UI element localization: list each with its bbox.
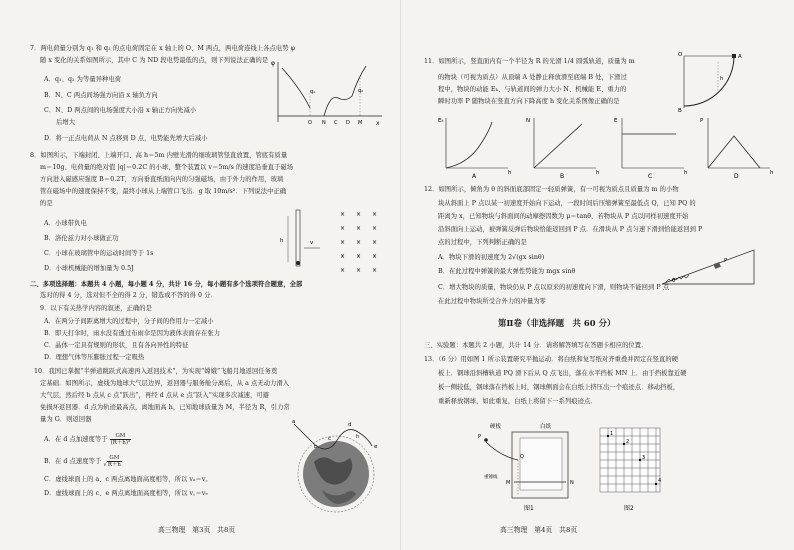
q12-line: 沿斜面向上运动，被弹簧反弹后物块恰能返回到 P 点．在滑块从 P 点匀速下滑到恰能返回到 P: [438, 226, 703, 233]
q8-line: 方向进入磁感应强度 B＝0.2T，方向垂直纸面向内的匀强磁场，由于外力的作用，玻璃: [40, 176, 284, 183]
q8-label-h: h: [280, 238, 284, 244]
svg-text:C: C: [648, 173, 653, 180]
q8-option-c: C．小球在玻璃管中的运动时间等于 1s: [44, 250, 154, 257]
q10-line: 10．我国已掌握“半弹道跳跃式高速再入返回技术”，为实现“嫦娥”飞船月地返回任务奠: [34, 368, 278, 375]
q8-option-d: D．小球机械能的增加量为 0.5J: [44, 265, 134, 272]
page-3: [30, 0, 392, 550]
q7-option-c: C．N、D 两点间的电场强度大小沿 x 轴正方向先减小: [44, 107, 197, 114]
q13-fig2-point-2: 2: [626, 439, 630, 445]
svg-text:×: ×: [372, 239, 378, 246]
section-3-heading: 三、实验题：本题共 2 小题，共计 14 分．请将解答填写在答题卡相应的位置．: [424, 342, 648, 349]
q7-potential-graph: [270, 58, 386, 130]
q9-option-d: D．理想气体等压膨胀过程一定吸热: [44, 354, 145, 361]
svg-text:h: h: [770, 170, 774, 176]
q8-option-a: A．小球带负电: [44, 220, 87, 227]
q12-option-c: C．增大物块的质量，物块仍从 P 点以原来的初速度向下滑，则物块不能回到 P 点: [438, 284, 670, 291]
q12-option-extra: 在此过程中物块所受合外力的冲量为零: [438, 298, 546, 305]
svg-text:×: ×: [372, 267, 378, 274]
q7-axis-x: x: [376, 120, 380, 127]
svg-text:h: h: [596, 170, 600, 176]
svg-text:h: h: [508, 170, 512, 176]
q13-label-board: 硬板: [490, 424, 502, 430]
q12-line: 12．如图所示，倾角为 θ 的斜面底部固定一轻质弹簧，有一可视为质点且质量为 m 的小物: [424, 186, 679, 193]
q13-fig2-caption: 图2: [624, 505, 634, 512]
svg-text:×: ×: [340, 267, 346, 274]
q13-fig1-caption: 图1: [524, 505, 534, 512]
svg-text:D: D: [734, 173, 739, 180]
svg-text:×: ×: [356, 239, 362, 246]
q12-label-theta: θ: [672, 278, 676, 284]
q13-label-q: Q: [520, 454, 524, 460]
q7-label-q2: q₂: [358, 88, 364, 94]
footer-page-4: 高三物理 第4页 共8页: [500, 526, 578, 534]
q10-label-e: e: [374, 444, 378, 450]
svg-text:×: ×: [356, 225, 362, 232]
q7-label-o: O: [308, 120, 312, 126]
page-4: [410, 0, 778, 550]
q8-line: 的是: [40, 200, 53, 207]
q13-fig2-point-4: 4: [658, 478, 662, 484]
svg-text:×: ×: [372, 253, 378, 260]
q11-label-a: A: [738, 54, 742, 60]
svg-text:×: ×: [340, 225, 346, 232]
section-2-line: 二、多项选择题：本题共 4 小题，每小题 4 分，共计 16 分，每小题有多个选项符合题意，全部: [30, 281, 303, 288]
q11-graph-d: [700, 114, 776, 178]
q10-option-d: D．虚线球面上的 c、e 两点离地面高度相等，所以 v꜀＝vₑ: [44, 490, 208, 497]
q8-figure: [278, 208, 390, 274]
svg-text:A: A: [472, 173, 477, 180]
q10-line: 定基础．如图所示，虚线为地球大气层边界，返回器与服务舱分离后，从 a 点无动力滑入: [40, 380, 290, 387]
q12-line: 距离为 x，已知物块与斜面间的动摩擦因数为 μ＝tanθ，若物块从 P 点以同样初速度开始: [438, 213, 689, 220]
q12-line: 点的过程中，下列判断正确的是: [438, 239, 527, 246]
q9-option-b: B．即天打伞时，雨水没有透过布雨伞是因为液体表面存在张力: [44, 330, 221, 337]
svg-text:×: ×: [340, 253, 346, 260]
q7-option-a: A．q₁、q₂ 为等量异种电荷: [44, 76, 122, 83]
page-divider: [400, 0, 401, 550]
q7-label-n: N: [322, 120, 326, 126]
q11-label-b: B: [678, 108, 682, 114]
q9-line: 9．以下有关热学内容的叙述，正确的是: [40, 305, 152, 312]
q11-line: 11．如图所示，竖直面内有一个半径为 R 的光滑 1/4 圆弧轨道，质量为 m: [424, 58, 635, 65]
q11-label-h: h: [720, 76, 724, 82]
q11-line: 的物块（可视为质点）从顶端 A 处静止释放滑至底端 B 处，下滑过: [438, 74, 627, 81]
q10-earth-figure: [292, 418, 384, 518]
q11-graph-b: [526, 114, 602, 178]
q13-label-paper: 白纸: [540, 424, 552, 430]
q13-line: 重新释放钢球，如此重复，白纸上将留下一系列痕迹点．: [438, 398, 597, 405]
q7-label-q1: q₁: [310, 89, 316, 95]
part-2-title: 第Ⅱ卷（非选择题 共 60 分）: [498, 318, 616, 328]
svg-text:×: ×: [340, 211, 346, 218]
q8-line: 8．如图所示，下端封闭、上端开口、高 h＝5m 内壁光滑的细玻璃管竖直放置，管底有质量: [30, 152, 288, 159]
q13-label-m: M: [506, 480, 511, 486]
q12-option-a: A．物块下滑的初速度为 2√(gx sinθ): [438, 254, 545, 261]
q7-label-c: C: [334, 120, 338, 126]
svg-text:×: ×: [356, 211, 362, 218]
q8-label-v: v: [310, 240, 314, 246]
q7-option-b: B．N、C 两点间场强方向沿 x 轴负方向: [44, 92, 158, 99]
svg-text:P: P: [700, 118, 704, 124]
q13-figure-1: [470, 420, 586, 512]
q11-graph-a: [438, 114, 514, 178]
q12-incline-figure: [658, 244, 758, 288]
q12-option-b: B．在此过程中弹簧的最大弹性势能为 mgx sinθ: [438, 268, 576, 275]
q8-magnetic-field: [340, 211, 377, 274]
q13-label-p: P: [478, 434, 482, 440]
q10-label-b: b: [314, 444, 318, 450]
section-2-line: 选对的得 4 分，选对但不全的得 2 分，错选或不答的得 0 分．: [40, 292, 217, 299]
svg-text:h: h: [684, 170, 688, 176]
q10-option-c: C．虚线球面上的 a、c 两点离地面高度相等，所以 vₐ＝v꜀: [44, 476, 208, 483]
q11-track-figure: [678, 52, 758, 112]
q13-line: 13．（6 分）用如图 1 所示装置研究平抛运动．将白纸和复写纸对齐重叠并固定在竖直的硬: [424, 356, 679, 363]
q7-label-m: M: [358, 120, 363, 126]
q8-line: m＝10g、电荷量的绝对值 |q|＝0.2C 的小球，整个装置以 v＝5m/s 的速度沿垂直于磁场: [40, 164, 294, 171]
q10-line: 大气层，然后经 b 点从 c 点“跃出”，再经 d 点从 e 点“跃入”实现多次减速，可避: [40, 392, 270, 399]
q10-line: 免损坏返回器．d 点为轨迹最高点，离地面高 h，已知地球质量为 M，半径为 R，引力常: [40, 404, 290, 411]
q10-label-d: d: [348, 422, 352, 428]
q13-fig2-point-1: 1: [610, 431, 614, 437]
svg-text:×: ×: [356, 253, 362, 260]
q7-label-d: D: [346, 120, 350, 126]
q13-label-plumb: 重锤线: [484, 475, 498, 480]
q10-option-a: A．在 d 点加速度等于 $\frac{GM}{\text{(R＋h)²}}$: [44, 433, 131, 446]
q11-line: 程中，物块的动能 Eₖ、与轨道间的弹力大小 N、机械能 E、重力的: [438, 86, 627, 93]
svg-text:×: ×: [372, 211, 378, 218]
q8-option-b: B．洛伦兹力对小球做正功: [44, 235, 119, 242]
svg-text:×: ×: [340, 239, 346, 246]
q7-axis-y: φ: [271, 60, 275, 67]
q10-label-h: h: [356, 434, 360, 440]
q13-label-n: N: [570, 480, 574, 486]
q8-line: 管在磁场中的速度保持不变，最终小球从上端管口飞出．g 取 10m/s²．下列说法中正确: [40, 188, 287, 195]
q7-line: 随 x 变化的关系如图所示，其中 C 为 ND 段电势最低的点，则下列说法正确的是: [40, 57, 269, 64]
svg-text:B: B: [560, 173, 565, 180]
q12-line: 块从斜面上 P 点以某一初速度开始向下运动，一段时间后压缩弹簧至最低点 Q，已知 PQ 的: [438, 200, 696, 207]
q11-graph-c: [614, 114, 690, 178]
q9-option-c: C．晶体一定具有规则的形状，且有各向异性的特征: [44, 342, 189, 349]
svg-text:Eₖ: Eₖ: [438, 118, 444, 124]
q10-label-a: a: [292, 419, 296, 425]
q7-line: 7．两电荷量分别为 q₁ 和 q₂ 的点电荷固定在 x 轴上的 O、M 两点，两电荷连线上各点电势 φ: [30, 45, 296, 52]
q13-figure-2: [596, 424, 676, 516]
q7-option-d: D．将一正点电荷从 N 点移到 D 点，电势能先增大后减小: [44, 135, 208, 142]
svg-text:N: N: [526, 118, 531, 124]
q9-option-a: A．在两分子间距离增大的过程中，分子间的作用力一定减小: [44, 318, 214, 325]
svg-text:×: ×: [356, 267, 362, 274]
footer-page-3: 高三物理 第3页 共8页: [158, 526, 236, 534]
svg-text:×: ×: [372, 225, 378, 232]
q13-line: 板一侧较低，钢球落在挡板上时，钢球侧面会在白纸上挤压出一个痕迹点．移动挡板，: [438, 384, 680, 391]
q10-option-b: B．在 d 点速度等于 √ $\frac{GM}{R+h}$: [44, 455, 121, 468]
q10-line: 量为 G．则返回器: [40, 416, 92, 423]
q7-option-c-cont: 后增大: [56, 119, 76, 126]
q13-fig2-point-3: 3: [642, 455, 646, 461]
q11-line: 瞬时功率 P 随物块在竖直方向下降高度 h 变化关系图像正确的是: [438, 98, 620, 105]
svg-text:E: E: [614, 118, 618, 124]
q11-label-o: O: [678, 52, 683, 58]
q13-line: 板上．钢球沿斜槽轨道 PQ 滑下后从 Q 点飞出，落在水平挡板 MN 上．由于挡板靠近硬: [438, 370, 687, 377]
q12-label-p: P: [724, 258, 728, 264]
q10-label-c: c: [328, 436, 332, 442]
